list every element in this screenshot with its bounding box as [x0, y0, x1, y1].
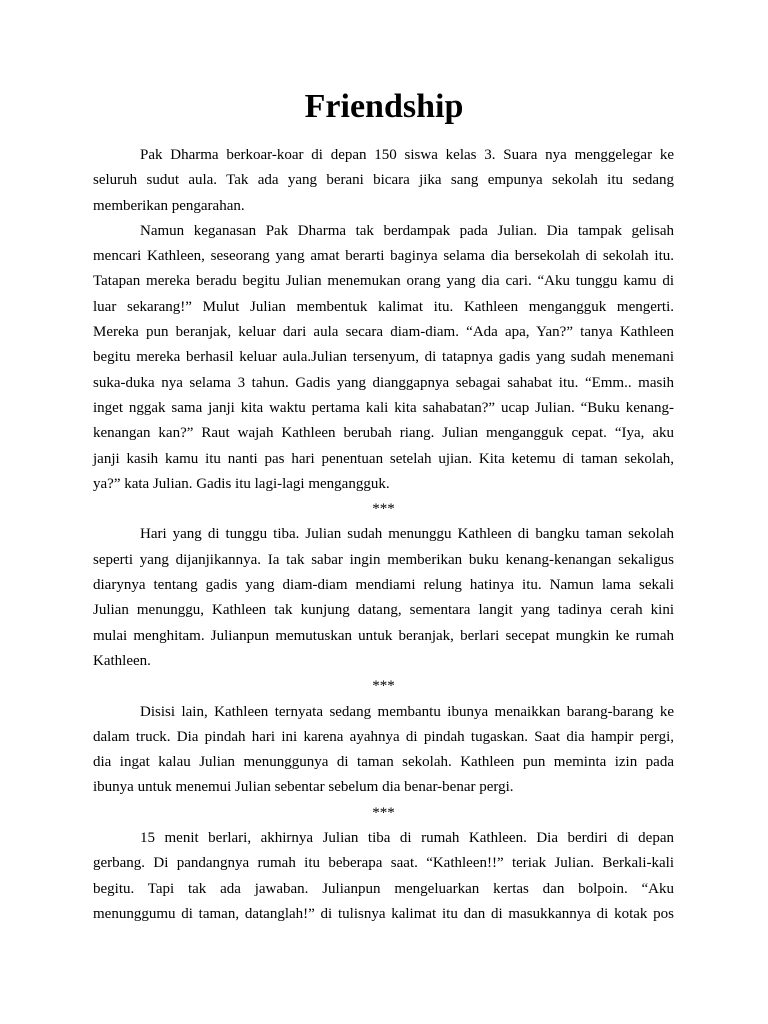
document-title: Friendship — [304, 88, 464, 125]
section-separator: *** — [372, 678, 395, 695]
text-line: begitu. Tapi tak ada jawaban. Julianpun mengeluarkan kertas dan bolpoin. “Aku — [93, 880, 674, 897]
text-line: janji kasih kamu itu nanti pas hari penentuan setelah ujian. Kita ketemu di taman sekolah, — [93, 450, 674, 467]
text-line: dalam truck. Dia pindah hari ini karena ayahnya di pindah tugaskan. Saat dia hampir pergi, — [93, 728, 674, 745]
text-line: dia ingat kalau Julian menunggunya di taman sekolah. Kathleen pun meminta izin pada — [93, 754, 674, 771]
text-line: begitu mereka berhasil keluar aula.Julian tersenyum, di tatapnya gadis yang sudah menemani — [93, 349, 674, 366]
document-body — [93, 143, 674, 927]
text-line: Tatapan mereka beradu begitu Julian menemukan orang yang dia cari. “Aku tunggu kamu di — [93, 273, 674, 290]
text-line: Mereka pun beranjak, keluar dari aula secara diam-diam. “Ada apa, Yan?” tanya Kathleen — [93, 324, 674, 341]
text-line: kenangan kan?” Raut wajah Kathleen berubah riang. Julian mengangguk cepat. “Iya, aku — [93, 425, 674, 442]
text-line: gerbang. Di pandangnya rumah itu beberapa saat. “Kathleen!!” teriak Julian. Berkali-kali — [93, 855, 674, 872]
text-line: menunggumu di taman, datanglah!” di tulisnya kalimat itu dan di masukkannya di kotak pos — [93, 905, 674, 922]
text-line: Namun keganasan Pak Dharma tak berdampak pada Julian. Dia tampak gelisah — [140, 222, 674, 239]
text-line: Pak Dharma berkoar-koar di depan 150 siswa kelas 3. Suara nya menggelegar ke — [140, 147, 674, 163]
section-separator: *** — [372, 501, 395, 518]
text-line: Disisi lain, Kathleen ternyata sedang membantu ibunya menaikkan barang-barang ke — [140, 703, 674, 720]
section-separator: *** — [372, 804, 395, 821]
text-line: inget nggak sama janji kita waktu pertama kali kita sahabatan?” ucap Julian. “Buku kenang- — [93, 399, 674, 416]
text-line: memberikan pengarahan. — [93, 197, 245, 214]
text-line: Kathleen. — [93, 652, 151, 669]
text-line: mencari Kathleen, seseorang yang amat berarti baginya selama dia bersekolah di sekolah itu. — [93, 248, 674, 265]
text-line: suka-duka nya selama 3 tahun. Gadis yang dianggapnya sebagai sahabat itu. “Emm.. masih — [93, 374, 674, 391]
text-line: mulai menghitam. Julianpun memutuskan untuk beranjak, berlari secepat mungkin ke rumah — [93, 627, 674, 644]
text-line: ya?” kata Julian. Gadis itu lagi-lagi mengangguk. — [93, 475, 390, 492]
text-line: ibunya untuk menemui Julian sebentar sebelum dia benar-benar pergi. — [93, 779, 514, 796]
text-line: 15 menit berlari, akhirnya Julian tiba di rumah Kathleen. Dia berdiri di depan — [140, 830, 674, 847]
text-line: seluruh sudut aula. Tak ada yang berani bicara jika sang empunya sekolah itu sedang — [93, 172, 674, 189]
text-line: Julian menunggu, Kathleen tak kunjung datang, sementara langit yang tadinya cerah kini — [93, 602, 674, 619]
text-line: diarynya tentang gadis yang diam-diam mendiami relung hatinya itu. Namun lama sekali — [93, 577, 674, 594]
text-line: seperti yang dijanjikannya. Ia tak sabar ingin memberikan buku kenang-kenangan sekaligus — [93, 551, 674, 568]
text-line: Hari yang di tunggu tiba. Julian sudah menunggu Kathleen di bangku taman sekolah — [140, 526, 674, 543]
text-line: luar sekarang!” Mulut Julian membentuk kalimat itu. Kathleen mengangguk mengerti. — [93, 298, 674, 315]
